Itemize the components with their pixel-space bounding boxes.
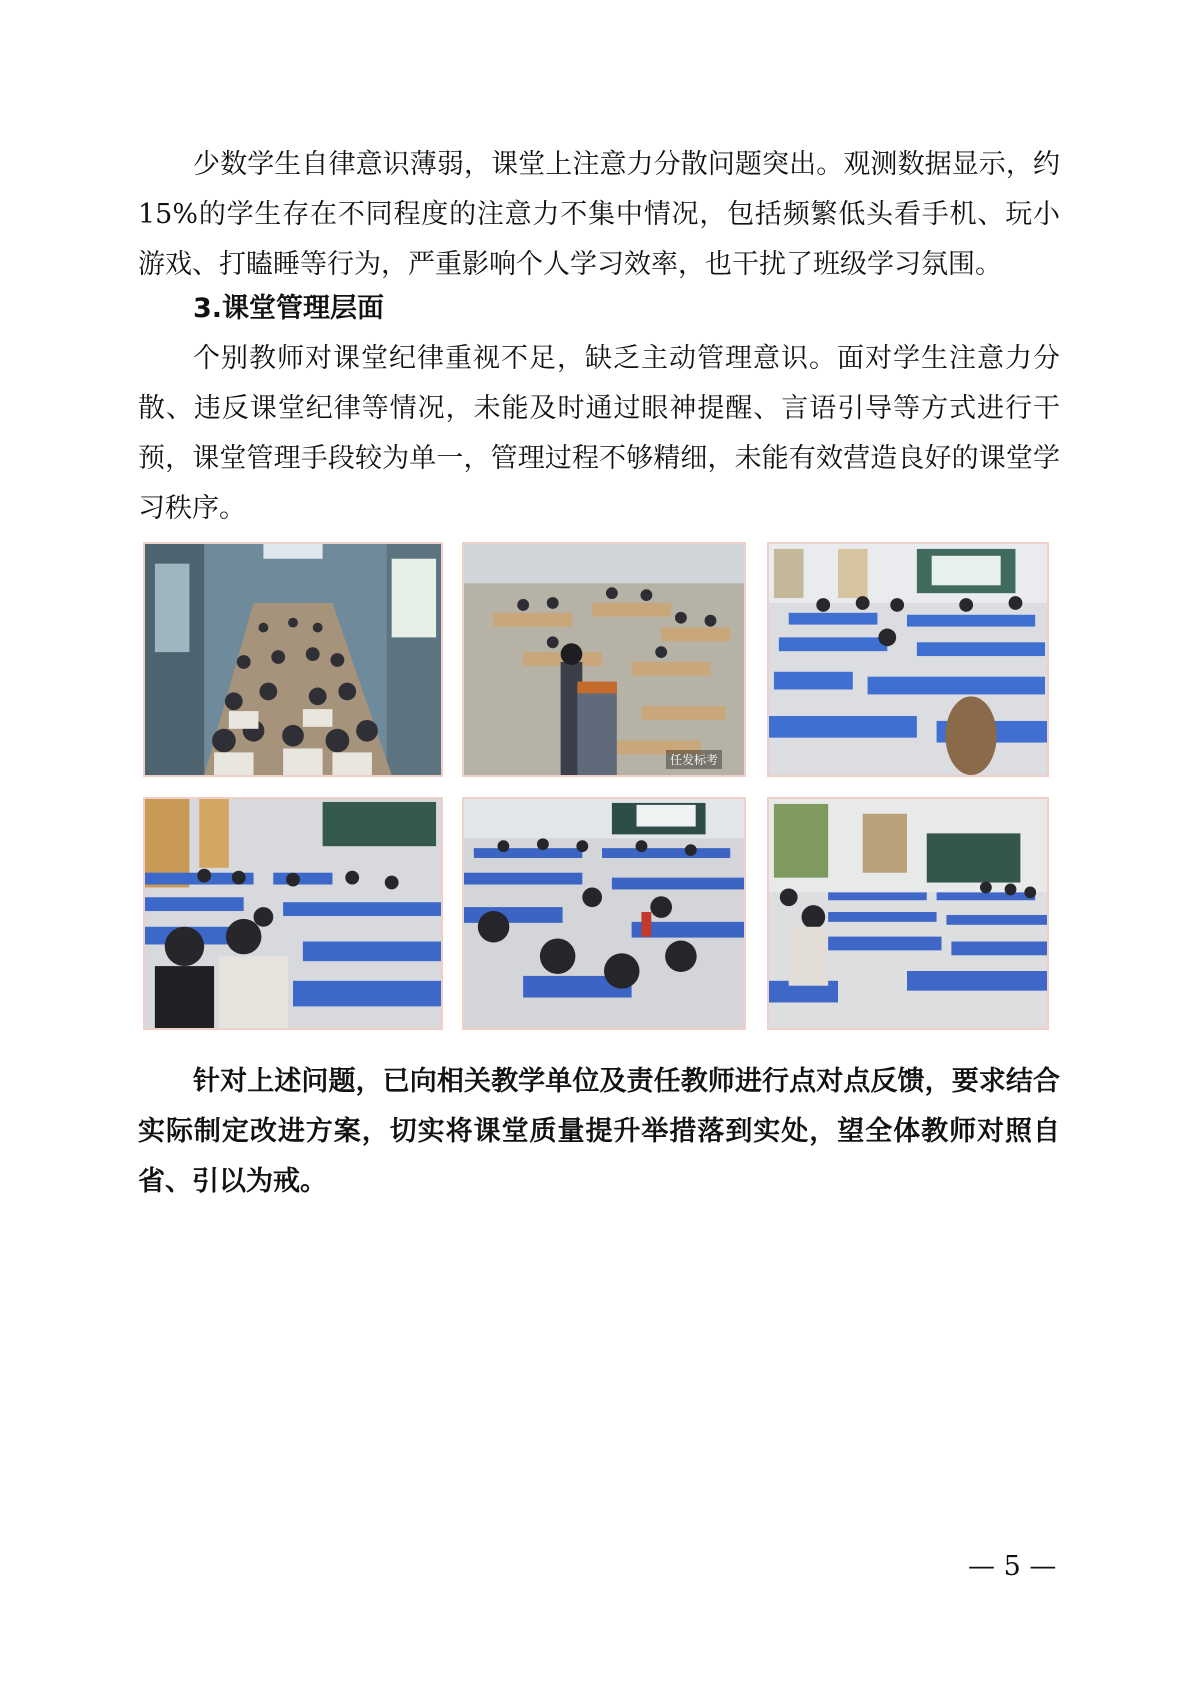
section-heading-classroom-management: 3.课堂管理层面 — [193, 293, 385, 324]
classroom-photo-3 — [767, 542, 1049, 777]
photo-caption: 任发标考 — [666, 750, 722, 769]
paragraph-feedback: 针对上述问题，已向相关教学单位及责任教师进行点对点反馈，要求结合实际制定改进方案，切实将课堂质量提升举措落到实处，望全体教师对照自省、引以为戒。 — [138, 1066, 1060, 1197]
classroom-photo-6 — [767, 797, 1049, 1030]
classroom-photo-1 — [143, 542, 443, 777]
paragraph-classroom-management: 个别教师对课堂纪律重视不足，缺乏主动管理意识。面对学生注意力分散、违反课堂纪律等情况，未能及时通过眼神提醒、言语引导等方式进行干预，课堂管理手段较为单一，管理过程不够精细，未能有效营造良好的课堂学习秩序。 — [138, 343, 1060, 524]
classroom-photo-2 — [462, 542, 746, 777]
paragraph-attention: 少数学生自律意识薄弱，课堂上注意力分散问题突出。观测数据显示，约 15%的学生存在不同程度的注意力不集中情况，包括频繁低头看手机、玩小游戏、打瞌睡等行为，严重影响个人学习效率，也干扰了班级学习氛围。 — [138, 149, 1060, 280]
classroom-photo-5 — [462, 797, 746, 1030]
classroom-photo-4 — [143, 797, 443, 1030]
page-number: — 5 — — [968, 1551, 1057, 1582]
